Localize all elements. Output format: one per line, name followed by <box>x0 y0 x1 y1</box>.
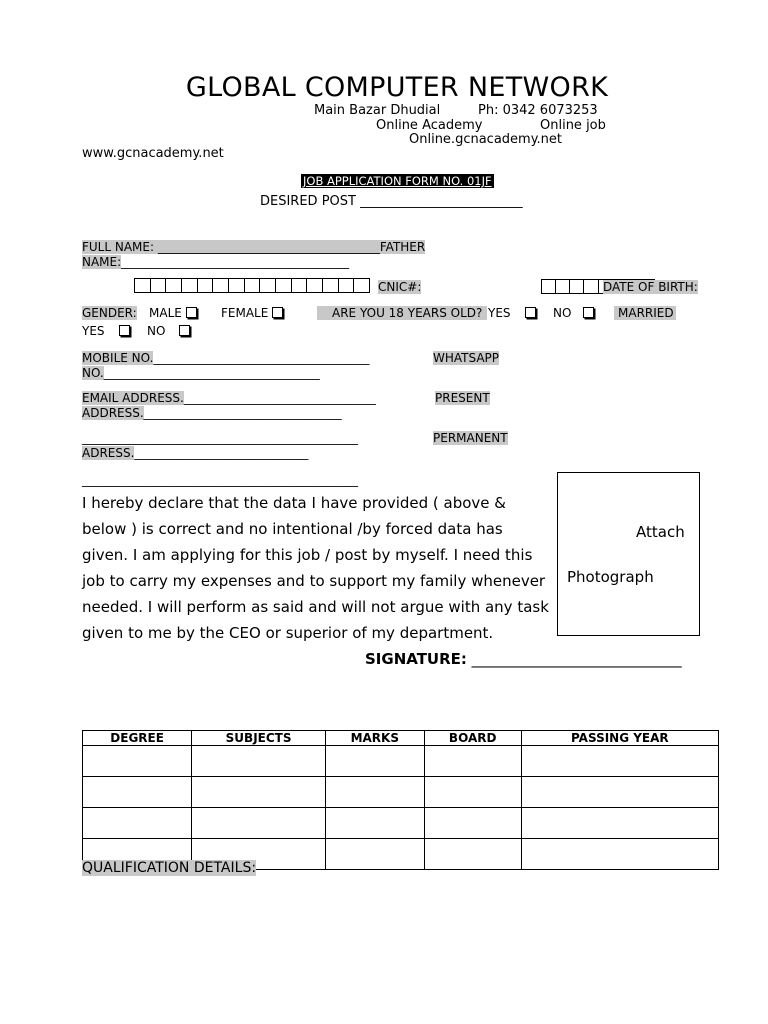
male-checkbox[interactable] <box>186 307 197 318</box>
table-row <box>83 777 719 808</box>
table-cell[interactable] <box>325 777 424 808</box>
full-name-label: FULL NAME: <box>82 240 155 254</box>
mobile-label: MOBILE NO. <box>82 351 154 365</box>
table-cell[interactable] <box>83 808 192 839</box>
table-cell[interactable] <box>424 746 521 777</box>
table-cell[interactable] <box>83 746 192 777</box>
table-cell[interactable] <box>521 777 718 808</box>
signature-label: SIGNATURE: <box>365 650 467 668</box>
table-cell[interactable] <box>424 777 521 808</box>
present-address-line: _________________________________ <box>143 406 342 420</box>
married-yes-checkbox[interactable] <box>119 325 130 336</box>
permanent-address-line: _____________________________ <box>134 446 309 460</box>
gender-label: GENDER: <box>82 306 137 320</box>
online-job-text: Online job <box>540 118 606 133</box>
table-cell[interactable] <box>192 746 326 777</box>
table-cell[interactable] <box>83 777 192 808</box>
email-line: ________________________________ <box>183 391 376 405</box>
married-no-checkbox[interactable] <box>179 325 190 336</box>
qualification-table <box>82 730 719 870</box>
column-header-board: BOARD <box>424 731 521 746</box>
age-yes-label: YES <box>488 306 511 320</box>
column-header-marks: MARKS <box>325 731 424 746</box>
photo-photograph-text: Photograph <box>567 568 654 586</box>
married-no-label: NO <box>147 324 166 338</box>
table-cell[interactable] <box>521 808 718 839</box>
female-checkbox[interactable] <box>272 307 283 318</box>
father-name-label: NAME: <box>82 255 122 269</box>
table-row <box>83 746 719 777</box>
cnic-digit-boxes[interactable] <box>134 278 370 293</box>
female-label: FEMALE <box>221 306 269 320</box>
table-row <box>83 808 719 839</box>
qualification-caption: QUALIFICATION DETAILS: <box>82 860 257 876</box>
organization-title: GLOBAL COMPUTER NETWORK <box>185 72 609 103</box>
form-number: JOB APPLICATION FORM NO. 01JF <box>303 174 492 188</box>
table-cell[interactable] <box>325 746 424 777</box>
table-cell[interactable] <box>325 839 424 870</box>
desired-post-field: DESIRED POST _________________________ <box>260 194 523 209</box>
photo-attach-text: Attach <box>636 523 685 541</box>
present-address-label: PRESENT <box>435 391 490 405</box>
whatsapp-label: WHATSAPP <box>433 351 500 365</box>
email-label: EMAIL ADDRESS. <box>82 391 184 405</box>
permanent-address-label: PERMANENT <box>433 431 508 445</box>
table-header-row <box>83 731 719 746</box>
table-cell[interactable] <box>424 808 521 839</box>
age-no-label: NO <box>553 306 572 320</box>
whatsapp-line: ____________________________________ <box>103 366 320 380</box>
male-label: MALE <box>149 306 182 320</box>
whatsapp-cont-label: NO. <box>82 366 104 380</box>
father-label: FATHER <box>379 240 426 254</box>
phone-text: Ph: 0342 6073253 <box>478 103 598 118</box>
permanent-address-extra-line: ______________________________________________ <box>82 473 358 487</box>
column-header-passing-year: PASSING YEAR <box>521 731 718 746</box>
age-no-checkbox[interactable] <box>583 307 594 318</box>
table-cell[interactable] <box>521 746 718 777</box>
table-cell[interactable] <box>325 808 424 839</box>
married-yes-label: YES <box>82 324 105 338</box>
photo-box[interactable] <box>557 472 700 636</box>
table-cell[interactable] <box>192 777 326 808</box>
dob-label: DATE OF BIRTH: <box>603 280 698 294</box>
present-address-extra-line: ______________________________________________ <box>82 431 358 445</box>
column-header-degree: DEGREE <box>83 731 192 746</box>
online-site-text: Online.gcnacademy.net <box>409 132 563 147</box>
table-cell[interactable] <box>521 839 718 870</box>
permanent-address-cont-label: ADRESS. <box>82 446 135 460</box>
age-question-label: ARE YOU 18 YEARS OLD? <box>317 306 487 320</box>
full-name-line: _____________________________________ <box>154 240 380 254</box>
father-name-line: ______________________________________ <box>121 255 350 269</box>
age-yes-checkbox[interactable] <box>525 307 536 318</box>
website-text: www.gcnacademy.net <box>82 146 224 161</box>
present-address-cont-label: ADDRESS. <box>82 406 144 420</box>
cnic-label: CNIC#: <box>378 280 422 294</box>
signature-line: ____________________________ <box>466 650 682 668</box>
declaration-text: I hereby declare that the data I have provided ( above & below ) is correct and no intentional /by forced data has given. I am applying for this job / post by myself. I need this job to carry my expenses and to support my family whenever needed. I will perform as said and will not argue with any task given to me by the CEO or superior of my department. <box>82 494 549 642</box>
address-text: Main Bazar Dhudial <box>314 103 441 118</box>
table-cell[interactable] <box>424 839 521 870</box>
married-label: MARRIED <box>614 306 676 320</box>
table-cell[interactable] <box>192 808 326 839</box>
mobile-line: ____________________________________ <box>153 351 370 365</box>
online-academy-text: Online Academy <box>376 118 483 133</box>
column-header-subjects: SUBJECTS <box>192 731 326 746</box>
